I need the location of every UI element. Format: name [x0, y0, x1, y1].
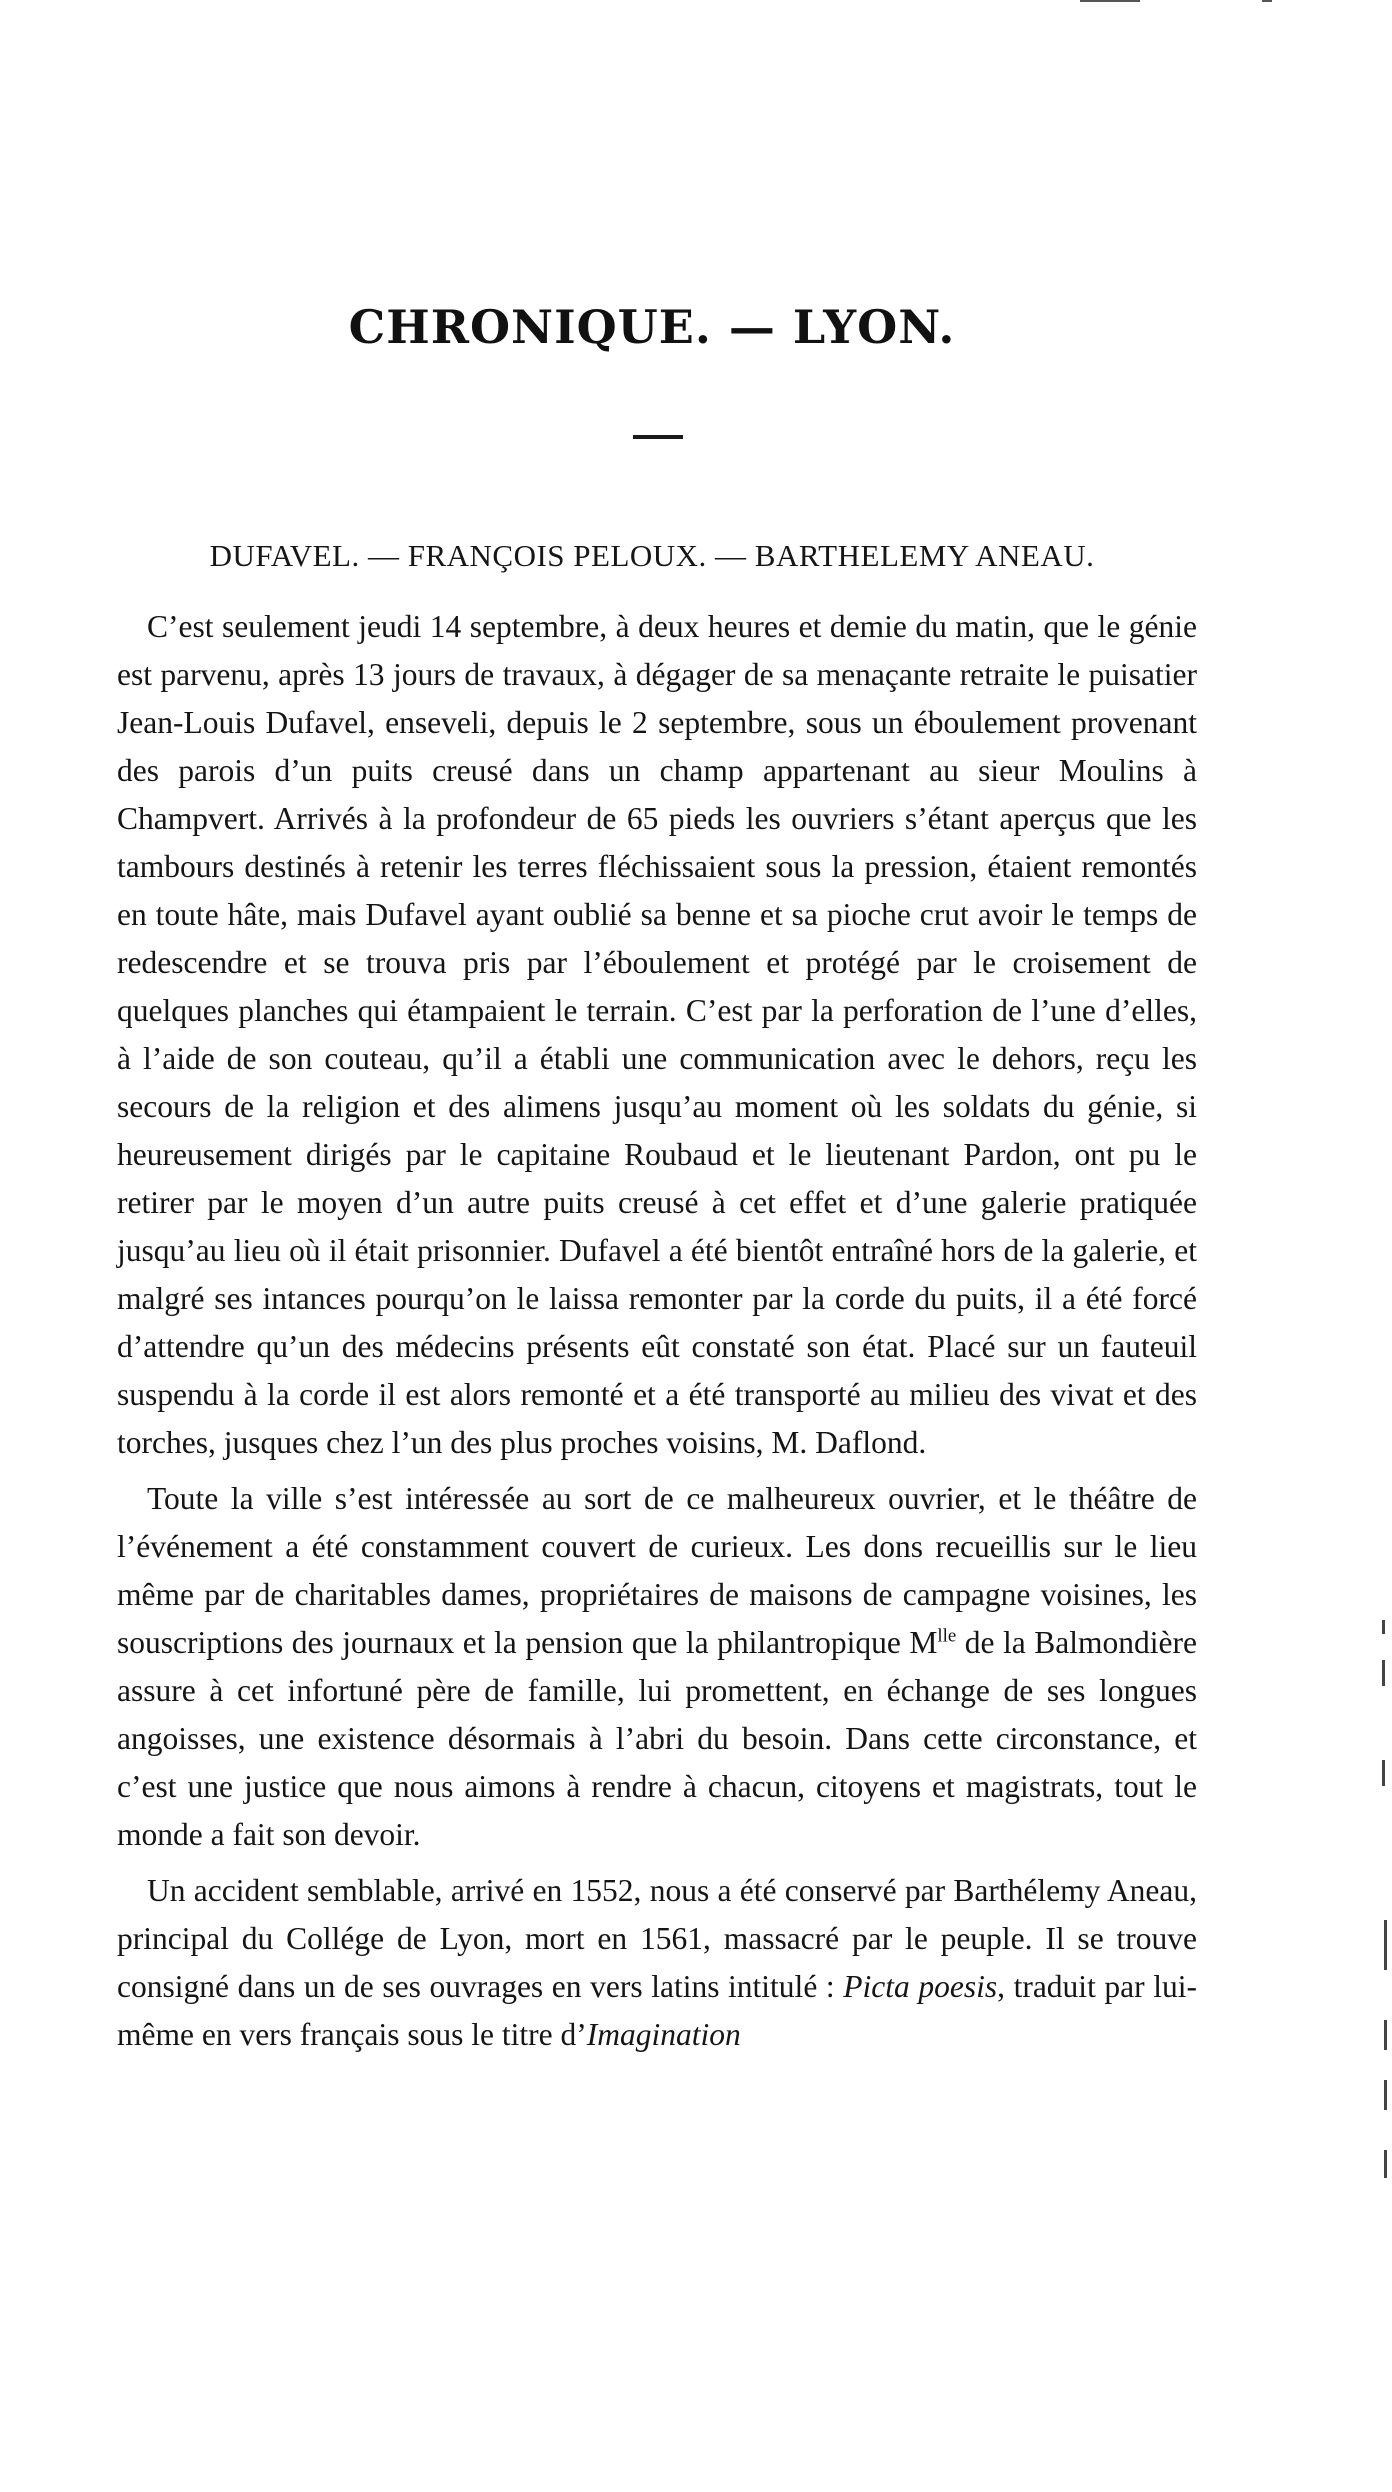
paragraph	[117, 603, 1197, 1467]
page-title: CHRONIQUE. — LYON.	[348, 300, 956, 354]
article-body	[117, 603, 1197, 2067]
paragraph-text: Toute la ville s’est intéressée au sort de ce malheureux ouvrier, et le théâtre de l’événement a été constamment couvert de curieux. Les dons recueillis sur le lieu même par de charitables dames, propriétaires de maisons de campagne voisines, les souscriptions des journaux et la pension que la philantropique M	[117, 1481, 1197, 1660]
paragraph-text: , traduit par lui-même en vers français sous le titre d’	[117, 1969, 1197, 2052]
paragraph-text: C’est seulement jeudi 14 septembre, à deux heures et demie du matin, que le génie est parvenu, après 13 jours de travaux, à dégager de sa menaçante retraite le puisatier Jean-Louis Dufavel, enseveli, depuis le 2 septembre, sous un éboulement provenant des parois d’un puits creusé dans un champ appartenant au sieur Moulins à Champvert. Arrivés à la profondeur de 65 pieds les ouvriers s’étant aperçus que les tambours destinés à retenir les terres fléchissaient sous la pression, étaient remontés en toute hâte, mais Dufavel ayant oublié sa benne et sa pioche crut avoir le temps de redescendre et se trouva pris par l’éboulement et protégé par le croisement de quelques planches qui étampaient le terrain. C’est par la perforation de l’une d’elles, à l’aide de son couteau, qu’il a établi une communication avec le dehors, reçu les secours de la religion et des alimens jusqu’au moment où les soldats du génie, si heureusement dirigés par le capitaine Roubaud et le lieutenant Pardon, ont pu le retirer par le moyen d’un autre puits creusé à cet effet et d’une galerie pratiquée jusqu’au lieu où il était prisonnier. Dufavel a été bientôt entraîné hors de la galerie, et malgré ses intances pourqu’on le laissa remonter par la corde du puits, il a été forcé d’attendre qu’un des médecins présents eût constaté son état. Placé sur un fauteuil suspendu à la corde il est alors remonté et a été transporté au milieu des vivat et des torches, jusques chez l’un des plus proches voisins, M. Daflond.	[117, 609, 1197, 1460]
scan-edge-mark	[1080, 0, 1140, 2]
paragraph-text: Un accident semblable, arrivé en 1552, nous a été conservé par Barthélemy Aneau, principal du Collége de Lyon, mort en 1561, massacré par le peuple. Il se trouve consigné dans un de ses ouvrages en vers latins intitulé :	[117, 1873, 1197, 2004]
paragraph-text: de la Balmondière assure à cet infortuné père de famille, lui promettent, en échange de ses longues angoisses, une existence désormais à l’abri du besoin. Dans cette circonstance, et c’est une justice que nous aimons à rendre à chacun, citoyens et magistrats, tout le monde a fait son devoir.	[117, 1625, 1197, 1852]
italic-book-title: Picta poesis	[843, 1969, 998, 2004]
scan-margin-mark	[1384, 2080, 1387, 2110]
section-subtitle: DUFAVEL. — FRANÇOIS PELOUX. — BARTHELEMY ANEAU.	[209, 538, 1095, 573]
scan-margin-mark	[1382, 1660, 1385, 1686]
superscript-abbreviation: lle	[937, 1625, 957, 1647]
scan-margin-mark	[1382, 1760, 1385, 1786]
scan-edge-mark	[1262, 0, 1272, 2]
paragraph	[117, 1867, 1197, 2059]
scan-margin-mark	[1384, 2020, 1387, 2050]
paragraph	[117, 1475, 1197, 1859]
scan-margin-mark	[1384, 2150, 1387, 2178]
title-divider	[633, 435, 683, 439]
italic-book-title: Imagination	[586, 2017, 741, 2052]
scan-margin-mark	[1384, 1920, 1387, 1970]
scan-margin-mark	[1382, 1620, 1385, 1634]
